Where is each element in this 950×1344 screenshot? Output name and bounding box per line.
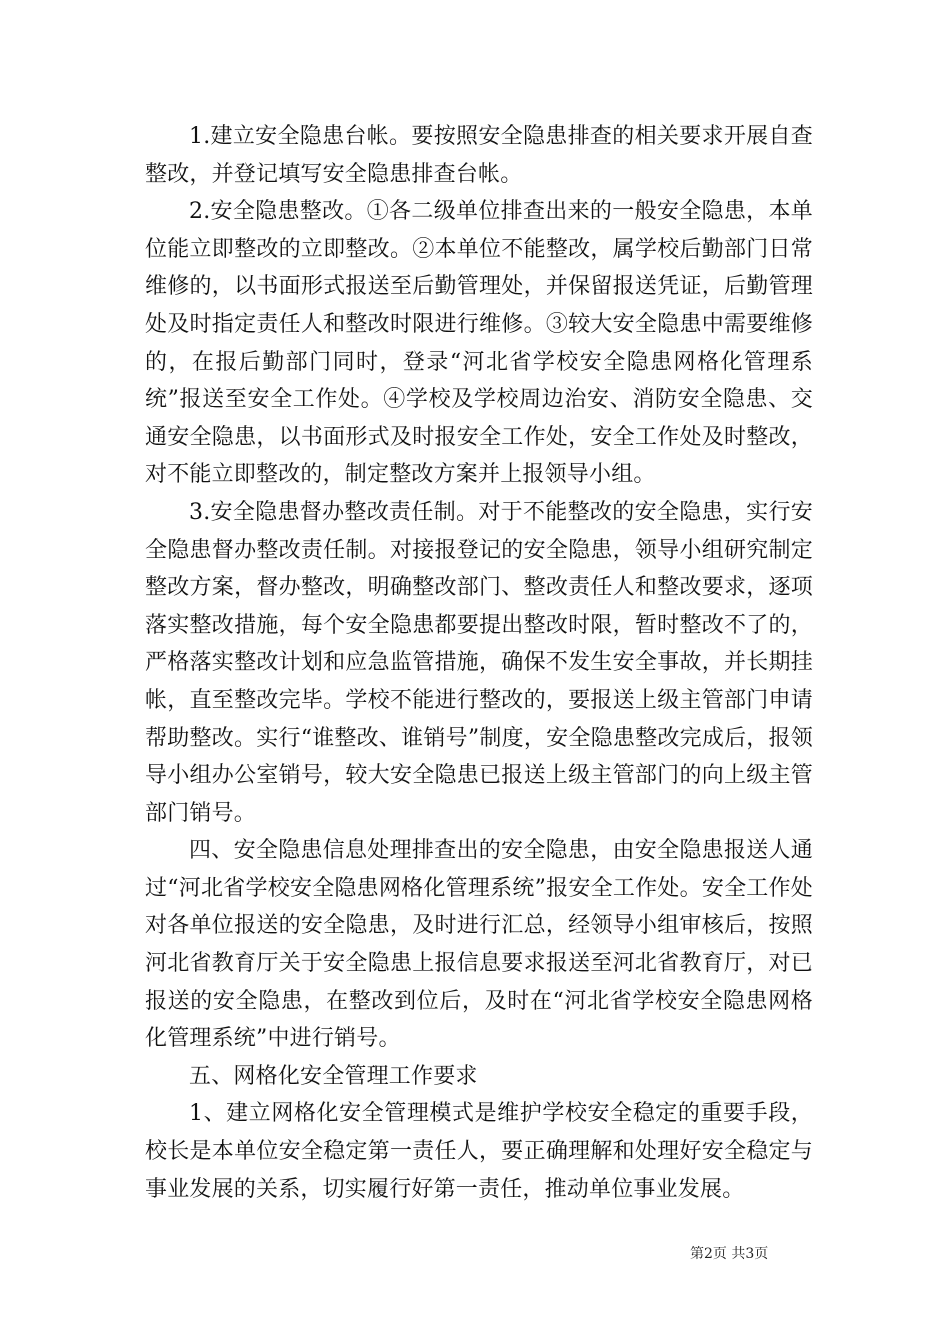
section-heading-grid-requirements: 五、网格化安全管理工作要求 — [189, 1063, 478, 1089]
paragraph-ledger: 1.建立安全隐患台帐。要按照安全隐患排查的相关要求开展自查整改，并登记填写安全隐患排查台帐。 — [145, 124, 813, 187]
paragraph-grid-mode: 1、建立网格化安全管理模式是维护学校安全稳定的重要手段，校长是本单位安全稳定第一责任人，要正确理解和处理好安全稳定与事业发展的关系，切实履行好第一责任，推动单位事业发展。 — [145, 1101, 813, 1202]
document-body — [145, 118, 813, 1208]
paragraph-rectification: 2.安全隐患整改。①各二级单位排查出来的一般安全隐患，本单位能立即整改的立即整改。②本单位不能整改，属学校后勤部门日常维修的，以书面形式报送至后勤管理处，并保留报送凭证，后勤管理处及时指定责任人和整改时限进行维修。③较大安全隐患中需要维修的，在报后勤部门同时，登录“河北省学校安全隐患网格化管理系统”报送至安全工作处。④学校及学校周边治安、消防安全隐患、交通安全隐患，以书面形式及时报安全工作处，安全工作处及时整改，对不能立即整改的，制定整改方案并上报领导小组。 — [145, 199, 813, 488]
page-number: 第2页 共3页 — [690, 1246, 769, 1262]
paragraph-info-processing: 四、安全隐患信息处理排查出的安全隐患，由安全隐患报送人通过“河北省学校安全隐患网格化管理系统”报安全工作处。安全工作处对各单位报送的安全隐患，及时进行汇总，经领导小组审核后，按照河北省教育厅关于安全隐患上报信息要求报送至河北省教育厅，对已报送的安全隐患，在整改到位后，及时在“河北省学校安全隐患网格化管理系统”中进行销号。 — [145, 838, 813, 1052]
paragraph-supervision: 3.安全隐患督办整改责任制。对于不能整改的安全隐患，实行安全隐患督办整改责任制。对接报登记的安全隐患，领导小组研究制定整改方案，督办整改，明确整改部门、整改责任人和整改要求，逐项落实整改措施，每个安全隐患都要提出整改时限，暂时整改不了的，严格落实整改计划和应急监管措施，确保不发生安全事故，并长期挂帐，直至整改完毕。学校不能进行整改的，要报送上级主管部门申请帮助整改。实行“谁整改、谁销号”制度，安全隐患整改完成后，报领导小组办公室销号，较大安全隐患已报送上级主管部门的向上级主管部门销号。 — [145, 499, 813, 826]
